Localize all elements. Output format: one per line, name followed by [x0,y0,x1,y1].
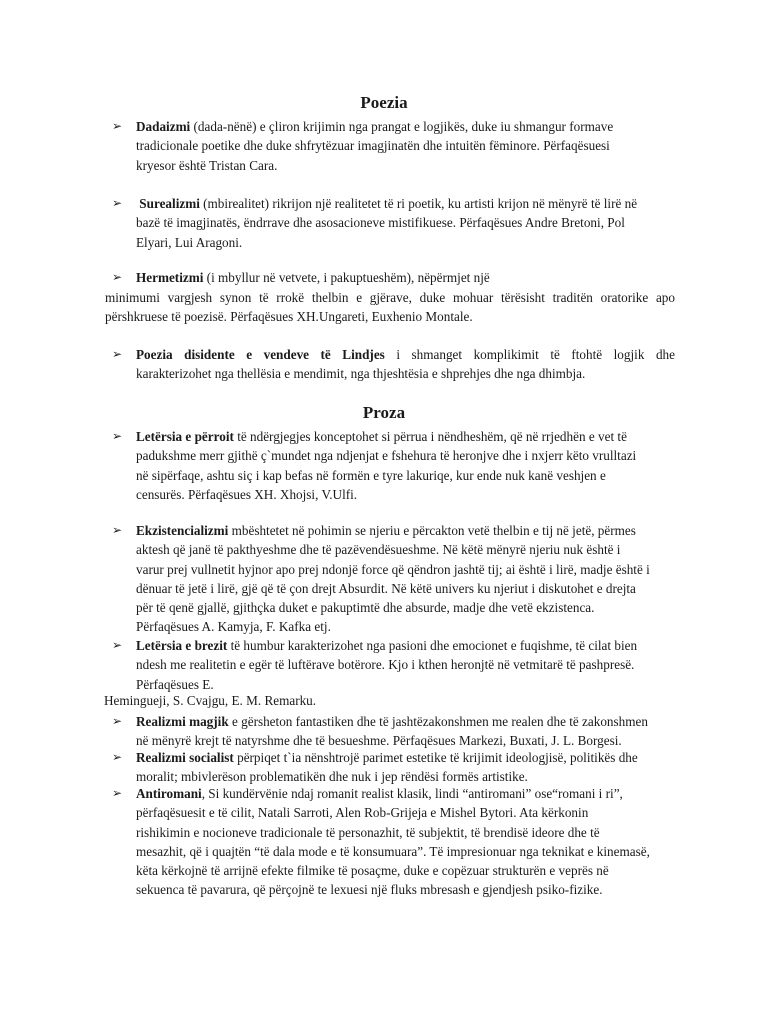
item-text: përfaqësuesit e të cilit, Natali Sarroti, Alen Rob-Grijeja e Mishel Bytori. Ata kërkonin [136,805,589,821]
term-realizmi-magjik: Realizmi magjik [136,714,229,729]
item-text: Hemingueji, S. Cvajgu, E. M. Remarku. [104,693,317,708]
list-item-letersia-e-perroit [112,427,666,504]
item-text: Përfaqësues E. [136,676,214,692]
item-text: këta kërkojnë të arrijnë efekte filmike të posaçme, duke e copëzuar strukturën e veprës në [136,863,609,879]
item-text: Elyari, Lui Aragoni. [136,234,243,250]
item-text: në mënyrë krejt të natyrshme dhe të besueshme. Përfaqësues Markezi, Buxati, J. L. Borgesi. [136,733,622,749]
item-text: (dada-nënë) e çliron krijimin nga prangat e logjikës, duke iu shmangur formave [190,119,614,134]
arrow-bullet-icon: ➢ [112,196,123,210]
hermetizmi-continuation [105,288,675,327]
arrow-bullet-icon: ➢ [112,638,123,652]
list-item-hermetizmi [112,268,666,287]
item-text: mbështetet në pohimin se njeriu e përcakton vetë thelbin e tij në jetë, përmes [228,523,636,538]
list-item-surealizmi [112,194,666,252]
item-text: , Si kundërvënie ndaj romanit realist klasik, lindi “antiromani” ose“romani i ri”, [201,786,623,801]
item-text: e gërsheton fantastiken dhe të jashtëzakonshmen me realen dhe të zakonshmen [228,714,648,729]
term-poezia-disidente: Poezia disidente e vendeve të Lindjes [136,347,385,362]
item-text: dënuar të jetë i lirë, gjë që të çon drejt Absurdit. Në këtë univers ku njeriut i diskutohet e drejta [136,580,636,596]
item-text: të ndërgjegjes konceptohet si përrua i nëndheshëm, që në rrjedhën e vet të [233,429,627,444]
arrow-bullet-icon: ➢ [112,750,123,764]
item-text: censurës. Përfaqësues XH. Xhojsi, V.Ulfi. [136,486,358,502]
term-ekzistencializmi: Ekzistencializmi [136,523,229,538]
item-text: ndesh me realitetin e egër të luftërave botërore. Kjo i kthen heronjtë në vetmitarë të pashpresë. [136,657,635,673]
list-item-dadaizmi [112,117,646,175]
item-text: për të qenë gjallë, gjithçka duket e pakuptimtë dhe absurde, madje dhe vetë ekzistenca. [136,600,595,616]
arrow-bullet-icon: ➢ [112,270,123,284]
term-antiromani: Antiromani [136,786,202,801]
letersia-e-brezit-continuation [104,691,674,710]
item-text: tradicionale poetike dhe duke shfrytëzuar imagjinatën dhe intuitën fëminore. Përfaqësuesi [136,138,610,154]
item-text: moralit; mbivlerëson problematikën dhe nuk i jep rëndësi formës artistike. [136,769,528,785]
item-text: rishikimin e nocioneve tradicionale të personazhit, të subjektit, të brendisë ideore dhe të [136,824,600,840]
section-title-proza: Proza [362,403,406,422]
arrow-bullet-icon: ➢ [112,523,123,537]
item-text: (i mbyllur në vetvete, i pakuptueshëm), nëpërmjet një [203,270,490,285]
term-letersia-e-brezit: Letërsia e brezit [136,638,228,653]
item-text: të humbur karakterizohet nga pasioni dhe emocionet e fuqishme, të cilat bien [227,638,638,653]
item-text: padukshme merr gjithë ç`mundet nga ndjenjat e fshehura të heronjve dhe i nxjerr këto vrulltazi [136,448,637,464]
section-title-poezia: Poezia [360,93,408,112]
term-realizmi-socialist: Realizmi socialist [136,750,234,765]
item-text: minimumi vargjesh synon të rrokë thelbin e gjërave, duke mohuar tërësisht traditën oratorike apo [105,290,675,305]
term-hermetizmi: Hermetizmi [136,270,204,285]
item-text: në sipërfaqe, ashtu siç i kap befas në formën e tyre lakuriqe, kur ende nuk kanë veshjen e [136,467,606,483]
arrow-bullet-icon: ➢ [112,347,123,361]
term-dadaizmi: Dadaizmi [136,119,191,134]
list-item-ekzistencializmi [112,521,675,637]
item-text: varur prej vullnetit hyjnor apo prej ndonjë force që qëndron jashtë tij; ai është i lirë, madje është i [136,561,650,577]
arrow-bullet-icon: ➢ [112,119,123,133]
item-text: bazë të imagjinatës, ëndrrave dhe asosacioneve mistifikuese. Përfaqësues Andre Bretoni, Pol [136,215,625,231]
list-item-realizmi-socialist [112,748,666,787]
item-text: kryesor është Tristan Cara. [136,157,278,173]
item-text: përpiqet t`ia nënshtrojë parimet estetike të krijimit ideologjisë, politikës dhe [233,750,638,765]
item-text: karakterizohet nga thellësia e mendimit, nga thjeshtësia e shprehjes dhe nga dhimbja. [136,366,586,382]
item-text: (mbirealitet) rikrijon një realitetet të ri poetik, ku artisti krijon në mënyrë të lirë në [199,196,638,211]
arrow-bullet-icon: ➢ [112,786,123,800]
item-text: aktesh që janë të pakthyeshme dhe të pazëvendësueshme. Në këtë mënyrë njeriu nuk është i [136,542,621,558]
list-item-poezia-disidente [112,345,675,384]
list-item-antiromani [112,784,675,900]
item-text: mesazhit, që i quajtën “të dala mode e të konsumuara”. Të impresionuar nga teknikat e kinemasë, [136,843,650,859]
term-letersia-e-perroit: Letërsia e përroit [136,429,234,444]
arrow-bullet-icon: ➢ [112,714,123,728]
arrow-bullet-icon: ➢ [112,429,123,443]
item-text: Përfaqësues A. Kamyja, F. Kafka etj. [136,619,331,635]
list-item-realizmi-magjik [112,712,675,751]
item-text: i shmanget komplikimit të ftohtë logjik dhe [384,347,675,362]
list-item-letersia-e-brezit [112,636,675,694]
term-surealizmi: Surealizmi [139,196,200,211]
item-text: përshkruese të poezisë. Përfaqësues XH.Ungareti, Euxhenio Montale. [105,309,473,325]
item-text: sekuenca të pavarura, që përçojnë te lexuesi një fluks mbresash e gjendjesh psiko-fizike. [136,882,603,898]
